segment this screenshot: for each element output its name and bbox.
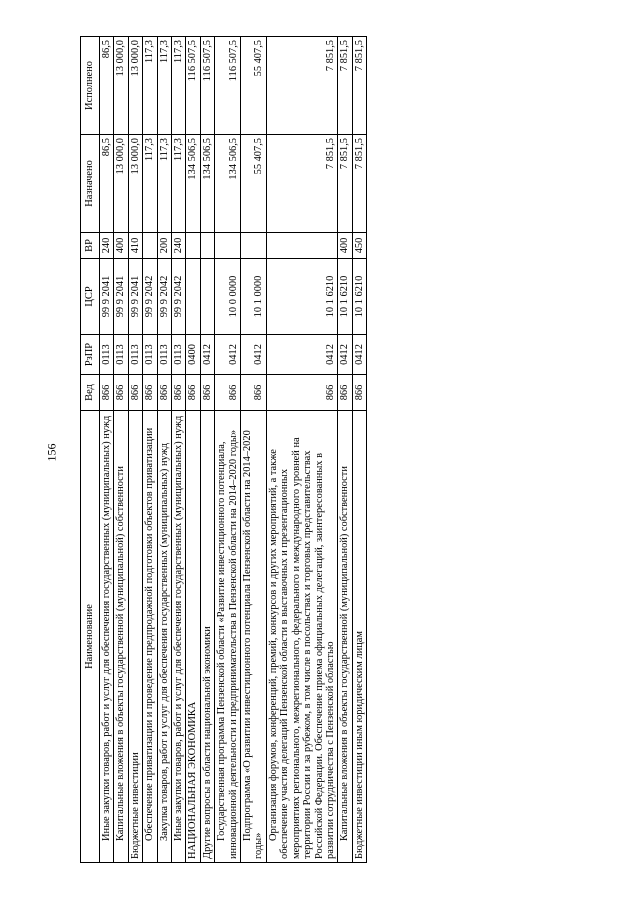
table-row	[352, 37, 366, 863]
page-number: 156	[44, 443, 59, 462]
cell-csr: 10 1 6210	[338, 259, 352, 335]
cell-vr	[200, 233, 214, 259]
cell-vr: 200	[157, 233, 171, 259]
header-executed: Исполнено	[81, 37, 100, 135]
cell-csr: 10 0 0000	[215, 259, 241, 335]
cell-vr: 450	[352, 233, 366, 259]
cell-name: Иные закупки товаров, работ и услуг для обеспечения государственных (муниципальных) нужд	[100, 411, 114, 863]
cell-ved: 866	[143, 375, 157, 411]
cell-rzpr: 0400	[186, 335, 200, 375]
table-row	[157, 37, 171, 863]
cell-ved: 866	[114, 375, 128, 411]
cell-vr	[241, 233, 267, 259]
header-csr: ЦСР	[81, 259, 100, 335]
header-vr: ВР	[81, 233, 100, 259]
cell-planned: 134 506,5	[215, 135, 241, 233]
cell-ved: 866	[128, 375, 142, 411]
cell-ved: 866	[266, 375, 337, 411]
cell-vr: 240	[100, 233, 114, 259]
cell-csr: 99 9 2042	[143, 259, 157, 335]
table-row	[172, 37, 186, 863]
table-row	[100, 37, 114, 863]
cell-ved: 866	[215, 375, 241, 411]
cell-rzpr: 0113	[157, 335, 171, 375]
table-header-row	[81, 37, 100, 863]
cell-planned: 55 407,5	[241, 135, 267, 233]
cell-csr: 99 9 2041	[114, 259, 128, 335]
table-row	[215, 37, 241, 863]
cell-name: Бюджетные инвестиции иным юридическим лицам	[352, 411, 366, 863]
cell-ved: 866	[172, 375, 186, 411]
cell-ved: 866	[338, 375, 352, 411]
cell-executed: 117,3	[157, 37, 171, 135]
cell-name: Бюджетные инвестиции	[128, 411, 142, 863]
cell-csr: 99 9 2041	[100, 259, 114, 335]
cell-planned: 86,5	[100, 135, 114, 233]
cell-csr: 99 9 2042	[157, 259, 171, 335]
header-ved: Вед	[81, 375, 100, 411]
table-row	[241, 37, 267, 863]
cell-csr: 10 1 0000	[241, 259, 267, 335]
cell-planned: 134 506,5	[186, 135, 200, 233]
table-row	[200, 37, 214, 863]
table-row	[266, 37, 337, 863]
cell-name: НАЦИОНАЛЬНАЯ ЭКОНОМИКА	[186, 411, 200, 863]
header-planned: Назначено	[81, 135, 100, 233]
cell-rzpr: 0412	[200, 335, 214, 375]
cell-planned: 7 851,5	[338, 135, 352, 233]
cell-rzpr: 0113	[114, 335, 128, 375]
cell-executed: 55 407,5	[241, 37, 267, 135]
cell-executed: 116 507,5	[186, 37, 200, 135]
table-row	[186, 37, 200, 863]
cell-name: Обеспечение приватизации и проведение предпродажной подготовки объектов приватизации	[143, 411, 157, 863]
cell-planned: 7 851,5	[266, 135, 337, 233]
cell-vr	[266, 233, 337, 259]
cell-executed: 86,5	[100, 37, 114, 135]
cell-rzpr: 0412	[352, 335, 366, 375]
cell-csr	[200, 259, 214, 335]
cell-executed: 116 507,5	[215, 37, 241, 135]
cell-executed: 117,3	[143, 37, 157, 135]
cell-name: Подпрограмма «О развитии инвестиционного потенциала Пензенской области на 2014–2020 годы»	[241, 411, 267, 863]
cell-planned: 117,3	[157, 135, 171, 233]
cell-vr: 410	[128, 233, 142, 259]
cell-ved: 866	[352, 375, 366, 411]
cell-planned: 7 851,5	[352, 135, 366, 233]
cell-vr: 240	[172, 233, 186, 259]
cell-rzpr: 0113	[172, 335, 186, 375]
cell-executed: 13 000,0	[128, 37, 142, 135]
cell-rzpr: 0412	[266, 335, 337, 375]
cell-planned: 134 506,5	[200, 135, 214, 233]
table-row	[114, 37, 128, 863]
cell-ved: 866	[241, 375, 267, 411]
cell-rzpr: 0113	[100, 335, 114, 375]
cell-name: Капитальные вложения в объекты государственной (муниципальной) собственности	[114, 411, 128, 863]
cell-ved: 866	[200, 375, 214, 411]
cell-vr: 400	[114, 233, 128, 259]
cell-executed: 7 851,5	[352, 37, 366, 135]
header-rzpr: РзПР	[81, 335, 100, 375]
cell-name: Организация форумов, конференций, премий, конкурсов и других мероприятий, а также обеспечение участия делегаций Пензенской области в выставочных и презентационных мероприятиях регионального, межрегионального, федерального и международного уровней на территории России и за рубежом, в том числе в посольствах и торговых представительствах Российской Федерации. Обеспечение приема официальных делегаций, заинтересованных в развитии сотрудничества с Пензенской областью	[266, 411, 337, 863]
cell-vr	[143, 233, 157, 259]
cell-rzpr: 0412	[338, 335, 352, 375]
cell-planned: 117,3	[172, 135, 186, 233]
table-row	[338, 37, 352, 863]
cell-csr	[186, 259, 200, 335]
cell-planned: 117,3	[143, 135, 157, 233]
cell-name: Капитальные вложения в объекты государственной (муниципальной) собственности	[338, 411, 352, 863]
cell-name: Другие вопросы в области национальной экономики	[200, 411, 214, 863]
cell-rzpr: 0412	[215, 335, 241, 375]
header-name: Наименование	[81, 411, 100, 863]
cell-rzpr: 0113	[128, 335, 142, 375]
table-row	[128, 37, 142, 863]
cell-name: Закупка товаров, работ и услуг для обеспечения государственных (муниципальных) нужд	[157, 411, 171, 863]
cell-csr: 99 9 2042	[172, 259, 186, 335]
cell-rzpr: 0412	[241, 335, 267, 375]
cell-executed: 7 851,5	[338, 37, 352, 135]
cell-planned: 13 000,0	[114, 135, 128, 233]
cell-name: Государственная программа Пензенской области «Развитие инвестиционного потенциала, инновационной деятельности и предпринимательства в Пензенской области на 2014–2020 годы»	[215, 411, 241, 863]
cell-executed: 13 000,0	[114, 37, 128, 135]
cell-name: Иные закупки товаров, работ и услуг для обеспечения государственных (муниципальных) нужд	[172, 411, 186, 863]
cell-csr: 99 9 2041	[128, 259, 142, 335]
cell-vr: 400	[338, 233, 352, 259]
cell-ved: 866	[186, 375, 200, 411]
cell-vr	[215, 233, 241, 259]
table-row	[143, 37, 157, 863]
cell-executed: 7 851,5	[266, 37, 337, 135]
cell-executed: 117,3	[172, 37, 186, 135]
cell-csr: 10 1 6210	[266, 259, 337, 335]
cell-csr: 10 1 6210	[352, 259, 366, 335]
cell-rzpr: 0113	[143, 335, 157, 375]
cell-ved: 866	[100, 375, 114, 411]
cell-vr	[186, 233, 200, 259]
cell-executed: 116 507,5	[200, 37, 214, 135]
cell-planned: 13 000,0	[128, 135, 142, 233]
budget-table	[80, 36, 367, 863]
cell-ved: 866	[157, 375, 171, 411]
